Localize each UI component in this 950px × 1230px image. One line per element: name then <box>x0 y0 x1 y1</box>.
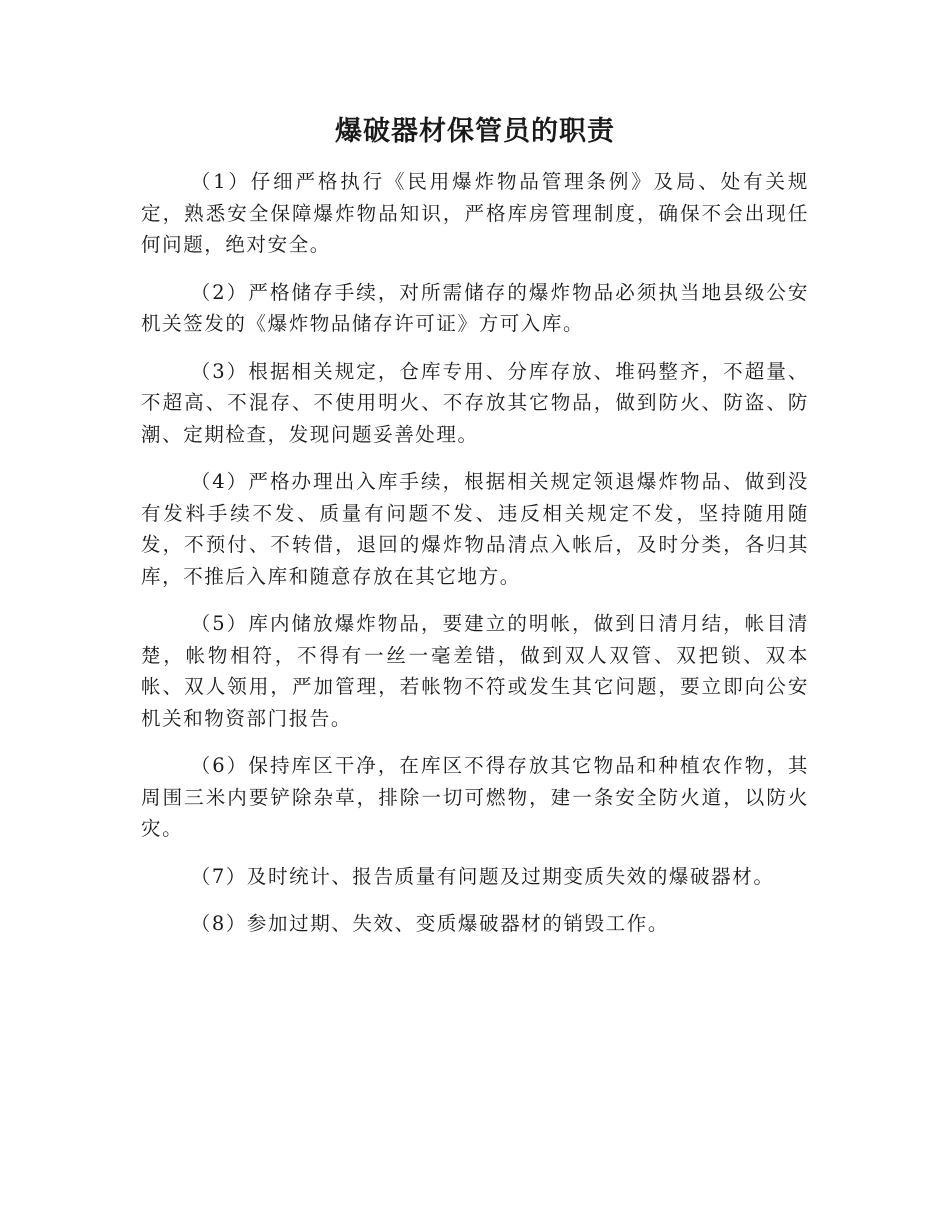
paragraph-4: （4）严格办理出入库手续，根据相关规定领退爆炸物品、做到没有发料手续不发、质量有问题不发、违反相关规定不发，坚持随用随发，不预付、不转借，退回的爆炸物品清点入帐后，及时分类，各归其库，不推后入库和随意存放在其它地方。 <box>141 470 809 588</box>
paragraph-3: （3）根据相关规定，仓库专用、分库存放、堆码整齐，不超量、不超高、不混存、不使用明火、不存放其它物品，做到防火、防盗、防潮、定期检查，发现问题妥善处理。 <box>141 359 809 446</box>
document-body <box>141 166 809 956</box>
paragraph-2: （2）严格储存手续，对所需储存的爆炸物品必须执当地县级公安机关签发的《爆炸物品储存许可证》方可入库。 <box>141 280 809 335</box>
paragraph-1: （1）仔细严格执行《民用爆炸物品管理条例》及局、处有关规定，熟悉安全保障爆炸物品知识，严格库房管理制度，确保不会出现任何问题，绝对安全。 <box>141 170 809 256</box>
paragraph-5: （5）库内储放爆炸物品，要建立的明帐，做到日清月结，帐目清楚，帐物相符，不得有一丝一毫差错，做到双人双管、双把锁、双本帐、双人领用，严加管理，若帐物不符或发生其它问题，要立即向公安机关和物资部门报告。 <box>141 612 809 730</box>
paragraph-7: （7）及时统计、报告质量有问题及过期变质失效的爆破器材。 <box>190 864 775 888</box>
document-title: 爆破器材保管员的职责 <box>335 116 615 147</box>
paragraph-6: （6）保持库区干净，在库区不得存放其它物品和种植农作物，其周围三米内要铲除杂草，排除一切可燃物，建一条安全防火道，以防火灾。 <box>141 754 809 840</box>
paragraph-8: （8）参加过期、失效、变质爆破器材的销毁工作。 <box>190 912 669 935</box>
